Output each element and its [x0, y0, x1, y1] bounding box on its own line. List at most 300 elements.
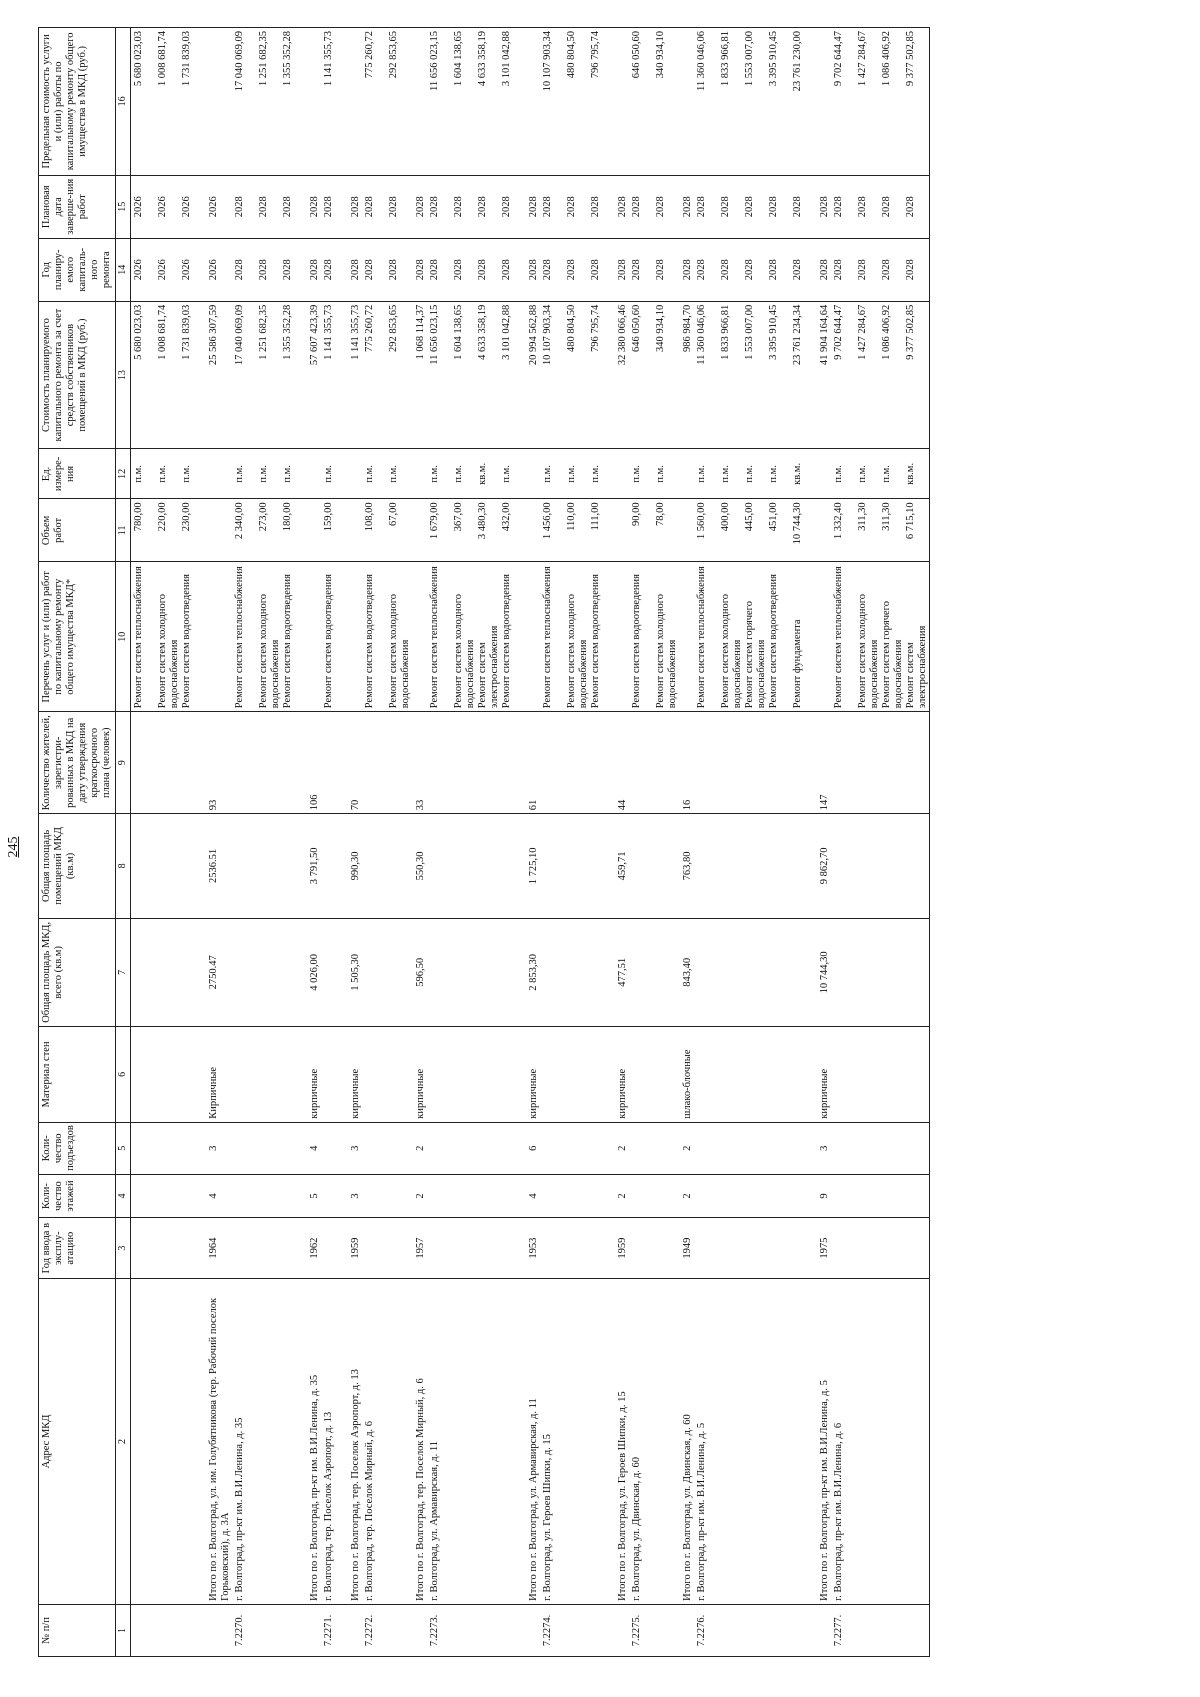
cost-limit-line: 3 395 910,45: [768, 31, 779, 87]
floors: 2: [614, 1174, 629, 1217]
total-row: [347, 28, 362, 1657]
cost-limit-line: 17 040 069,09: [234, 31, 245, 92]
empty-cell: [525, 28, 540, 176]
unit-line: п.м.: [833, 465, 844, 483]
column-number: 8: [116, 814, 131, 918]
total-completion-year: 2028: [679, 175, 694, 238]
unit: [540, 449, 614, 499]
empty-cell: [131, 1218, 206, 1279]
total-completion-year: 2028: [614, 175, 629, 238]
empty-cell: [347, 562, 362, 712]
empty-cell: [525, 562, 540, 712]
work-list-line: Ремонт систем холодного водоснабжения: [857, 594, 880, 709]
cost: [831, 301, 930, 449]
column-header: Перечень услуг и (или) работ по капитальному ремонту общего имущества МКД*: [39, 562, 116, 712]
empty-cell: [306, 562, 321, 712]
cost-limit-line: 11 360 046,06: [696, 31, 707, 91]
repair-year-line: 2028: [566, 259, 577, 281]
completion-year-line: 2028: [388, 196, 399, 218]
residents: 70: [347, 712, 362, 814]
total-area: 477,51: [614, 918, 629, 1027]
total-repair-year: 2028: [347, 238, 362, 301]
repair-year-line: 2028: [833, 259, 844, 281]
repair-year: [540, 238, 614, 301]
empty-cell: [831, 1174, 930, 1217]
work-list: [694, 562, 816, 712]
empty-cell: [131, 918, 206, 1027]
residents: 93: [205, 712, 232, 814]
empty-cell: [525, 1604, 540, 1656]
repair-year-line: 2028: [501, 259, 512, 281]
unit: [694, 449, 816, 499]
residents: 16: [679, 712, 694, 814]
work-list: [362, 562, 412, 712]
empty-cell: [629, 1218, 679, 1279]
empty-cell: [629, 1027, 679, 1123]
unit-line: п.м.: [631, 465, 642, 483]
total-row: [816, 28, 831, 1657]
cost-limit: [831, 28, 930, 176]
address: г. Волгоград, пр-кт им. В.И.Ленина, д. 6: [831, 1279, 930, 1605]
unit-line: п.м.: [881, 465, 892, 483]
completion-year-line: 2028: [501, 196, 512, 218]
empty-cell: [232, 712, 306, 814]
total-completion-year: 2028: [347, 175, 362, 238]
commission-year: 1964: [205, 1218, 232, 1279]
total-row: [614, 28, 629, 1657]
work-volume-line: 230,00: [181, 502, 192, 532]
row-number: 7.2274.: [540, 1604, 614, 1656]
floors: 4: [525, 1174, 540, 1217]
cost: [131, 301, 206, 449]
column-header: Коли-чество подъездов: [39, 1122, 116, 1174]
table-row: [321, 28, 347, 1657]
cost: [540, 301, 614, 449]
work-list-line: Ремонт систем водоотведения: [590, 574, 601, 709]
repair-year-line: 2028: [792, 259, 803, 281]
work-volume-line: 1 560,00: [696, 502, 707, 540]
repair-year-line: 2028: [696, 259, 707, 281]
empty-cell: [306, 449, 321, 499]
cost: [362, 301, 412, 449]
column-number: 12: [116, 449, 131, 499]
total-address: Итого по г. Волгоград, пр-кт им. В.И.Ленина, д. 5: [816, 1279, 831, 1605]
unit: [831, 449, 930, 499]
completion-year: [540, 175, 614, 238]
cost-line: 1 355 352,28: [282, 304, 293, 360]
total-cost: 32 380 066,46: [614, 301, 629, 449]
cost-line: 23 761 234,34: [792, 304, 803, 366]
work-list: [427, 562, 525, 712]
cost-line: 1 141 355,73: [323, 304, 334, 360]
empty-cell: [694, 814, 816, 918]
work-volume: [427, 499, 525, 562]
cost: [427, 301, 525, 449]
empty-cell: [347, 449, 362, 499]
empty-cell: [629, 918, 679, 1027]
entrances: 6: [525, 1122, 540, 1174]
empty-cell: [412, 449, 427, 499]
empty-cell: [694, 712, 816, 814]
cost-line: 5 680 023,03: [133, 304, 144, 360]
work-volume-line: 180,00: [282, 502, 293, 532]
completion-year-line: 2028: [453, 196, 464, 218]
cost-line: 775 260,72: [364, 304, 375, 352]
completion-year-line: 2028: [631, 196, 642, 218]
wall-material: кирпичные: [614, 1027, 629, 1123]
commission-year: 1959: [347, 1218, 362, 1279]
column-header: Материал стен: [39, 1027, 116, 1123]
unit-line: кв.м.: [792, 462, 803, 485]
work-volume: [321, 499, 347, 562]
address: г. Волгоград, тер. Поселок Аэропорт, д. 13: [321, 1279, 347, 1605]
empty-cell: [694, 918, 816, 1027]
commission-year: 1953: [525, 1218, 540, 1279]
work-volume-line: 367,00: [453, 502, 464, 532]
cost-limit: [131, 28, 206, 176]
work-volume-line: 451,00: [768, 502, 779, 532]
cost-limit-line: 9 702 644,47: [833, 31, 844, 87]
total-cost: 986 984,70: [679, 301, 694, 449]
completion-year-line: 2028: [323, 196, 334, 218]
row-number: 7.2276.: [694, 1604, 816, 1656]
work-volume-line: 78,00: [655, 502, 666, 526]
empty-cell: [679, 1604, 694, 1656]
total-completion-year: 2028: [525, 175, 540, 238]
repair-year: [694, 238, 816, 301]
work-list-line: Ремонт систем теплоснабжения: [833, 566, 844, 709]
empty-cell: [306, 1604, 321, 1656]
empty-cell: [629, 1122, 679, 1174]
repair-year-line: 2028: [364, 259, 375, 281]
empty-cell: [321, 814, 347, 918]
cost-limit-line: 5 680 023,03: [133, 31, 144, 87]
empty-cell: [540, 1122, 614, 1174]
cost: [629, 301, 679, 449]
completion-year: [427, 175, 525, 238]
cost-limit-line: 292 853,65: [388, 31, 399, 79]
total-completion-year: 2028: [412, 175, 427, 238]
empty-cell: [427, 712, 525, 814]
work-list-line: Ремонт систем теплоснабжения: [696, 566, 707, 709]
empty-cell: [540, 1218, 614, 1279]
empty-cell: [629, 814, 679, 918]
work-list: [232, 562, 306, 712]
cost-line: 1 251 682,35: [258, 304, 269, 360]
total-address: Итого по г. Волгоград, ул. Героев Шипки, д. 15: [614, 1279, 629, 1605]
cost-line: 1 731 839,03: [181, 304, 192, 360]
work-volume: [540, 499, 614, 562]
rooms-area: 990,30: [347, 814, 362, 918]
unit-line: п.м.: [323, 465, 334, 483]
work-volume-line: 780,00: [133, 502, 144, 532]
work-list: [831, 562, 930, 712]
unit-line: п.м.: [566, 465, 577, 483]
empty-cell: [321, 1027, 347, 1123]
unit-line: п.м.: [744, 465, 755, 483]
empty-cell: [306, 499, 321, 562]
table-row: [540, 28, 614, 1657]
column-header: Объем работ: [39, 499, 116, 562]
empty-cell: [831, 814, 930, 918]
column-number: 10: [116, 562, 131, 712]
commission-year: 1962: [306, 1218, 321, 1279]
cost-line: 17 040 069,09: [234, 304, 245, 366]
empty-cell: [205, 449, 232, 499]
empty-cell: [831, 1027, 930, 1123]
empty-cell: [362, 1218, 412, 1279]
empty-cell: [347, 28, 362, 176]
completion-year-line: 2026: [157, 196, 168, 218]
completion-year: [131, 175, 206, 238]
empty-cell: [321, 1218, 347, 1279]
work-volume-line: 220,00: [157, 502, 168, 532]
entrances: 2: [679, 1122, 694, 1174]
work-volume: [694, 499, 816, 562]
repair-year-line: 2026: [181, 259, 192, 281]
repair-year-line: 2028: [477, 259, 488, 281]
completion-year-line: 2028: [720, 196, 731, 218]
empty-cell: [427, 1027, 525, 1123]
cost-limit: [362, 28, 412, 176]
repair-year-line: 2028: [631, 259, 642, 281]
empty-cell: [347, 1604, 362, 1656]
empty-cell: [816, 449, 831, 499]
repair-year: [362, 238, 412, 301]
completion-year-line: 2026: [181, 196, 192, 218]
cost-limit-line: 340 934,10: [655, 31, 666, 79]
empty-cell: [347, 499, 362, 562]
empty-cell: [540, 814, 614, 918]
completion-year-line: 2028: [768, 196, 779, 218]
work-volume-line: 67,00: [388, 502, 399, 526]
cost-limit-line: 1 008 681,74: [157, 31, 168, 87]
cost-limit-line: 1 086 406,92: [881, 31, 892, 87]
cost-limit-line: 1 731 839,03: [181, 31, 192, 87]
cost-line: 10 107 903,34: [542, 304, 553, 366]
work-volume-line: 1 679,00: [429, 502, 440, 540]
rooms-area: 9 862,70: [816, 814, 831, 918]
cost-limit-line: 1 427 284,67: [857, 31, 868, 87]
unit-line: п.м.: [181, 465, 192, 483]
unit-line: кв.м.: [477, 462, 488, 485]
address: г. Волгоград, тер. Поселок Мирный, д. 6: [362, 1279, 412, 1605]
empty-cell: [540, 1027, 614, 1123]
cost-line: 4 633 358,19: [477, 304, 488, 360]
completion-year-line: 2028: [590, 196, 601, 218]
empty-cell: [694, 1122, 816, 1174]
empty-cell: [831, 712, 930, 814]
repair-year: [831, 238, 930, 301]
repair-year-line: 2028: [388, 259, 399, 281]
repair-year-line: 2028: [542, 259, 553, 281]
cost-limit-line: 646 050,60: [631, 31, 642, 79]
unit-line: п.м.: [282, 465, 293, 483]
work-volume: [131, 499, 206, 562]
total-area: 843,40: [679, 918, 694, 1027]
rooms-area: 2536.51: [205, 814, 232, 918]
rooms-area: 459,71: [614, 814, 629, 918]
column-header: Общая площадь МКД, всего (кв.м): [39, 918, 116, 1027]
column-header: Предельная стоимость услуги и (или) работы по капитальному ремонту общего имущества в МКД (руб.): [39, 28, 116, 176]
cost-line: 3 101 042,88: [501, 304, 512, 360]
cost-line: 1 604 138,65: [453, 304, 464, 360]
entrances: 4: [306, 1122, 321, 1174]
unit: [362, 449, 412, 499]
empty-cell: [321, 918, 347, 1027]
column-header: Коли-чество этажей: [39, 1174, 116, 1217]
cost-line: 11 656 023,15: [429, 304, 440, 365]
total-cost: 57 607 423,39: [306, 301, 321, 449]
total-area: 4 026,00: [306, 918, 321, 1027]
work-list-line: Ремонт систем водоотведения: [181, 574, 192, 709]
empty-cell: [362, 814, 412, 918]
empty-cell: [679, 562, 694, 712]
cost: [694, 301, 816, 449]
work-list: [540, 562, 614, 712]
empty-cell: [232, 814, 306, 918]
unit: [131, 449, 206, 499]
empty-cell: [131, 814, 206, 918]
wall-material: кирпичные: [525, 1027, 540, 1123]
work-list-line: Ремонт систем водоотведения: [364, 574, 375, 709]
completion-year: [321, 175, 347, 238]
work-list-line: Ремонт фундамента: [792, 619, 803, 709]
work-list: [629, 562, 679, 712]
repair-year-line: 2028: [453, 259, 464, 281]
column-header: Стоимость планируемого капитального ремонта за счет средств собственников помещений в МКД (руб.): [39, 301, 116, 449]
column-number: 4: [116, 1174, 131, 1217]
completion-year-line: 2028: [696, 196, 707, 218]
table-row: [427, 28, 525, 1657]
repair-year-line: 2028: [768, 259, 779, 281]
work-volume-line: 445,00: [744, 502, 755, 532]
column-number: 16: [116, 28, 131, 176]
work-volume-line: 311,30: [857, 502, 868, 531]
wall-material: Кирпичные: [205, 1027, 232, 1123]
work-list-line: Ремонт систем водоотведения: [282, 574, 293, 709]
empty-cell: [232, 1027, 306, 1123]
residents: 147: [816, 712, 831, 814]
work-list-line: Ремонт систем водоотведения: [501, 574, 512, 709]
residents: 106: [306, 712, 321, 814]
completion-year: [694, 175, 816, 238]
cost-line: 3 395 910,45: [768, 304, 779, 360]
work-volume-line: 10 744,30: [792, 502, 803, 545]
repair-year-line: 2028: [590, 259, 601, 281]
total-area: 2750.47: [205, 918, 232, 1027]
total-address: Итого по г. Волгоград, ул. им. Голубятникова (тер. Рабочий поселок Горьковский), д. 3А: [205, 1279, 232, 1605]
cost-limit-line: 3 101 042,88: [501, 31, 512, 87]
completion-year: [362, 175, 412, 238]
cost-limit: [694, 28, 816, 176]
table-row: [629, 28, 679, 1657]
total-completion-year: 2026: [205, 175, 232, 238]
address: г. Волгоград, ул. Героев Шипки, д. 15: [540, 1279, 614, 1605]
work-volume-line: 111,00: [590, 502, 601, 531]
total-address: Итого по г. Волгоград, тер. Поселок Аэропорт, д. 13: [347, 1279, 362, 1605]
column-number: 1: [116, 1604, 131, 1656]
unit-line: п.м.: [364, 465, 375, 483]
unit-line: п.м.: [720, 465, 731, 483]
repair-year-line: 2028: [905, 259, 916, 281]
repair-year: [427, 238, 525, 301]
empty-cell: [412, 499, 427, 562]
floors: 2: [679, 1174, 694, 1217]
work-list-line: Ремонт систем горячего водоснабжения: [881, 601, 904, 709]
rooms-area: 1 725,10: [525, 814, 540, 918]
unit-line: п.м.: [453, 465, 464, 483]
commission-year: 1959: [614, 1218, 629, 1279]
column-header: № п/п: [39, 1604, 116, 1656]
empty-cell: [679, 499, 694, 562]
empty-cell: [614, 1604, 629, 1656]
column-header: Общая площадь помещений МКД (кв.м): [39, 814, 116, 918]
wall-material: кирпичные: [306, 1027, 321, 1123]
work-list-line: Ремонт систем водоотведения: [631, 574, 642, 709]
empty-cell: [831, 918, 930, 1027]
row-number: 7.2271.: [321, 1604, 347, 1656]
unit-line: п.м.: [857, 465, 868, 483]
repair-year-line: 2028: [720, 259, 731, 281]
cost-line: 1 427 284,67: [857, 304, 868, 360]
repair-year-line: 2028: [429, 259, 440, 281]
repair-year-line: 2028: [857, 259, 868, 281]
table-row: [831, 28, 930, 1657]
repair-year: [629, 238, 679, 301]
cost-line: 1 086 406,92: [881, 304, 892, 360]
table-row: [362, 28, 412, 1657]
cost-limit: [629, 28, 679, 176]
cost-limit-line: 11 656 023,15: [429, 31, 440, 91]
row-number: 7.2277.: [831, 1604, 930, 1656]
repair-year: [321, 238, 347, 301]
column-header: Ед. измере-ния: [39, 449, 116, 499]
work-volume-line: 90,00: [631, 502, 642, 526]
completion-year-line: 2028: [857, 196, 868, 218]
repair-year-line: 2028: [258, 259, 269, 281]
total-address: Итого по г. Волгоград, ул. Армавирская, д. 11: [525, 1279, 540, 1605]
work-list-line: Ремонт систем водоотведения: [323, 574, 334, 709]
rooms-area: 3 791,50: [306, 814, 321, 918]
column-number: 11: [116, 499, 131, 562]
cost-limit-line: 10 107 903,34: [542, 31, 553, 92]
table-body: [131, 28, 930, 1657]
completion-year-line: 2028: [282, 196, 293, 218]
cost-limit-line: 775 260,72: [364, 31, 375, 79]
total-address: Итого по г. Волгоград, пр-кт им. В.И.Ленина, д. 35: [306, 1279, 321, 1605]
total-area: 596,50: [412, 918, 427, 1027]
unit-line: п.м.: [388, 465, 399, 483]
work-list-line: Ремонт систем теплоснабжения: [429, 566, 440, 709]
address: г. Волгоград, ул. Армавирская, д. 11: [427, 1279, 525, 1605]
unit: [232, 449, 306, 499]
unit-line: п.м.: [768, 465, 779, 483]
empty-cell: [131, 1122, 206, 1174]
empty-cell: [831, 1122, 930, 1174]
work-list-line: Ремонт систем холодного водоснабжения: [388, 594, 411, 709]
completion-year: [232, 175, 306, 238]
repair-year: [232, 238, 306, 301]
work-volume-line: 2 340,00: [234, 502, 245, 540]
cost-line: 1 008 681,74: [157, 304, 168, 360]
cost-limit-line: 4 633 358,19: [477, 31, 488, 87]
empty-cell: [232, 1174, 306, 1217]
empty-cell: [412, 562, 427, 712]
commission-year: 1957: [412, 1218, 427, 1279]
repair-plan-table: [38, 27, 930, 1657]
cost-line: 1 833 966,81: [720, 304, 731, 360]
